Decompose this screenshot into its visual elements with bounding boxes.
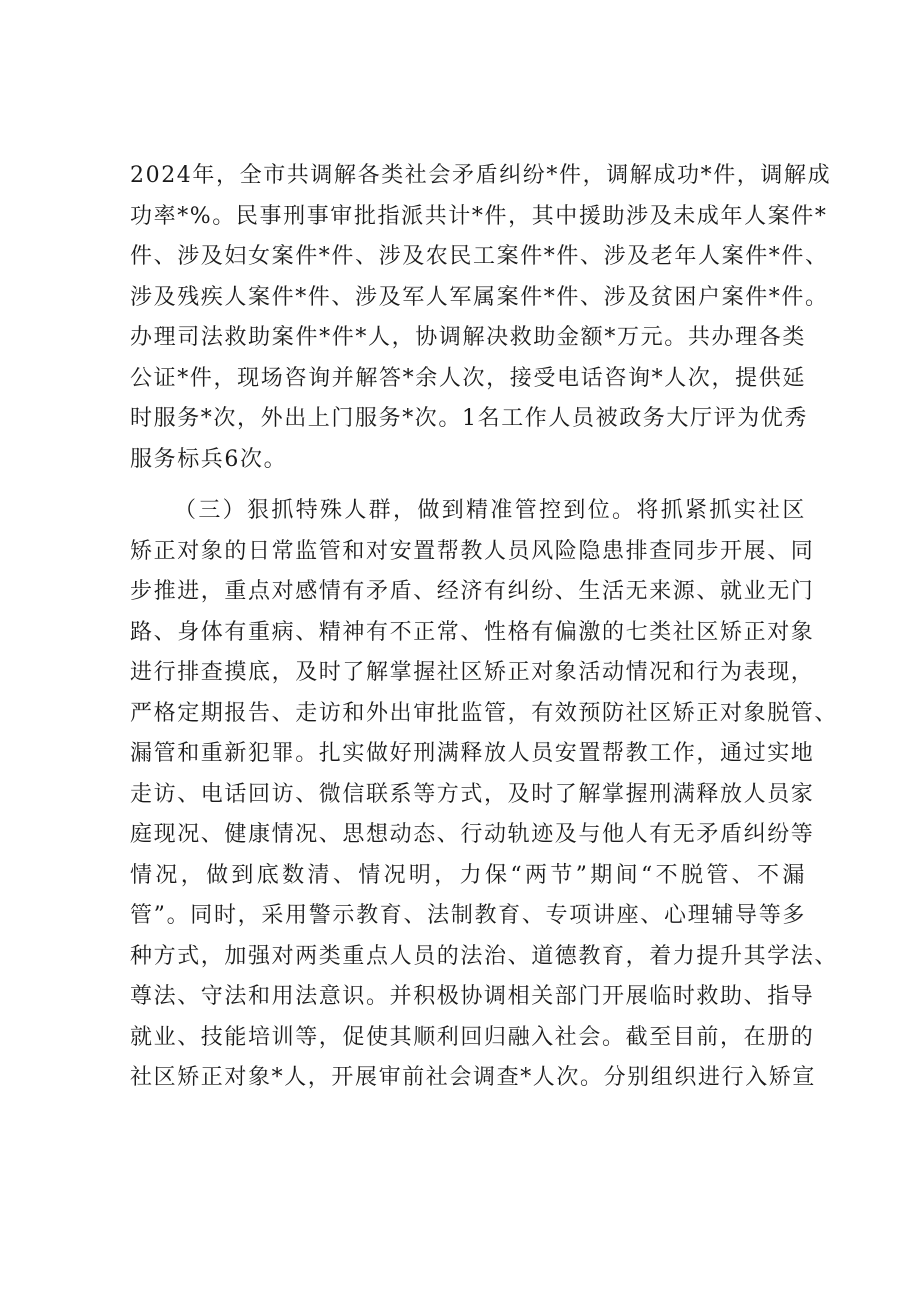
text-line: 2024年，全市共调解各类社会矛盾纠纷*件，调解成功*件，调解成 bbox=[130, 163, 832, 188]
text-line: 种方式，加强对两类重点人员的法治、道德教育，着力提升其学法、 bbox=[130, 943, 839, 969]
text-line: 矫正对象的日常监管和对安置帮教人员风险隐患排查同步开展、同 bbox=[130, 538, 815, 564]
text-line: 功率*%。民事刑事审批指派共计*件，其中援助涉及未成年人案件* bbox=[130, 203, 828, 229]
text-line: 服务标兵6次。 bbox=[130, 446, 288, 472]
text-line: 办理司法救助案件*件*人，协调解决救助金额*万元。共办理各类 bbox=[130, 325, 806, 350]
text-line: 就业、技能培训等，促使其顺利回归融入社会。截至目前，在册的 bbox=[130, 1024, 815, 1050]
text-line: 管”。同时，采用警示教育、法制教育、专项讲座、心理辅导等多 bbox=[130, 903, 806, 928]
text-line: 庭现况、健康情况、思想动态、行动轨迹及与他人有无矛盾纠纷等 bbox=[130, 822, 815, 847]
text-line: 时服务*次，外出上门服务*次。1名工作人员被政务大厅评为优秀 bbox=[130, 406, 808, 431]
text-line: 件、涉及妇女案件*件、涉及农民工案件*件、涉及老年人案件*件、 bbox=[130, 244, 829, 269]
paragraph-mediation-stats bbox=[130, 156, 832, 480]
text-line: 情况，做到底数清、情况明，力保“两节”期间“不脱管、不漏 bbox=[130, 862, 806, 888]
text-line: 社区矫正对象*人，开展审前社会调查*人次。分别组织进行入矫宣 bbox=[130, 1065, 817, 1090]
text-line: 路、身体有重病、精神有不正常、性格有偏激的七类社区矫正对象 bbox=[130, 619, 815, 645]
text-line: 步推进，重点对感情有矛盾、经济有纠纷、生活无来源、就业无门 bbox=[130, 579, 815, 604]
text-line: 尊法、守法和用法意识。并积极协调相关部门开展临时救助、指导 bbox=[130, 984, 815, 1009]
paragraph-special-groups bbox=[130, 491, 839, 1099]
text-line: 涉及残疾人案件*件、涉及军人军属案件*件、涉及贫困户案件*件。 bbox=[130, 284, 829, 310]
text-line: 严格定期报告、走访和外出审批监管，有效预防社区矫正对象脱管、 bbox=[130, 700, 839, 726]
section-heading-line: （三）狠抓特殊人群，做到精准管控到位。将抓紧抓实社区 bbox=[174, 498, 806, 523]
text-line: 进行排查摸底，及时了解掌握社区矫正对象活动情况和行为表现， bbox=[130, 660, 815, 685]
text-line: 漏管和重新犯罪。扎实做好刑满释放人员安置帮教工作，通过实地 bbox=[130, 741, 815, 766]
text-line: 公证*件，现场咨询并解答*余人次，接受电话咨询*人次，提供延 bbox=[130, 365, 806, 391]
text-line: 走访、电话回访、微信联系等方式，及时了解掌握刑满释放人员家 bbox=[130, 781, 815, 807]
document-page bbox=[130, 156, 839, 1099]
